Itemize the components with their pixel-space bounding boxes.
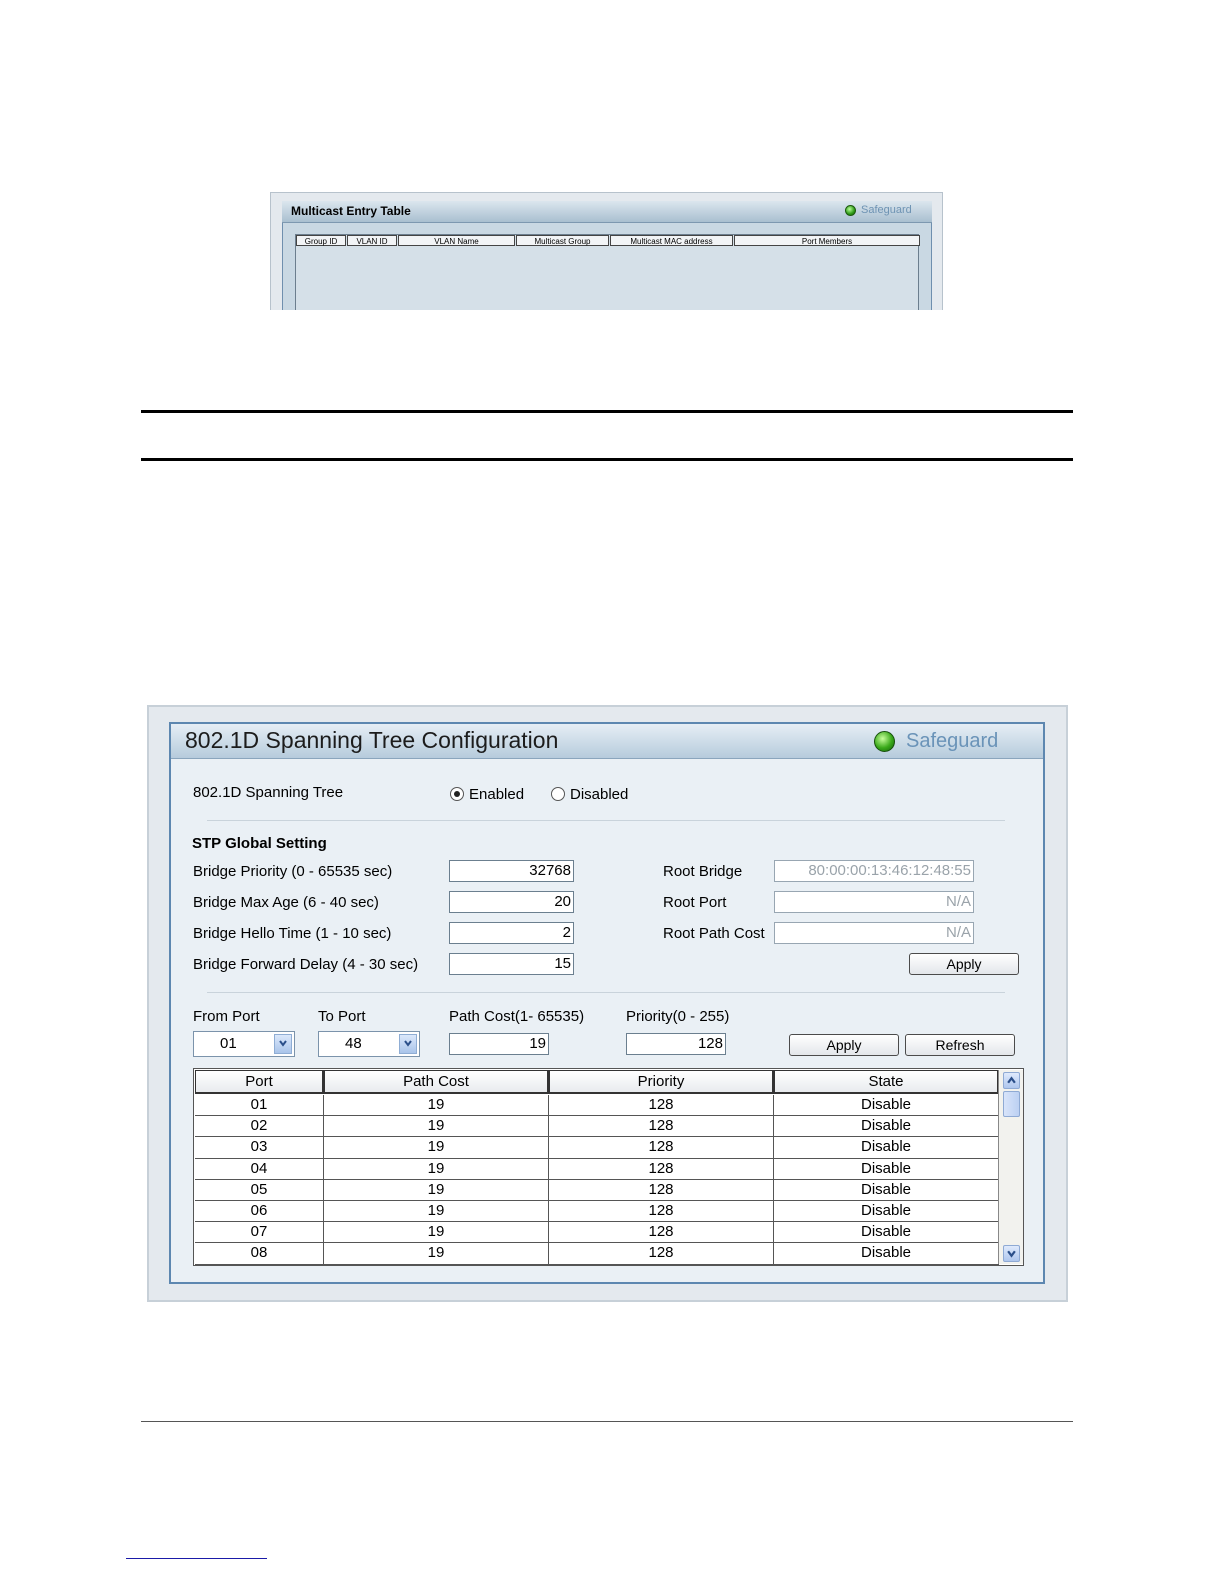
port-table (193, 1068, 1024, 1266)
global-apply-button[interactable]: Apply (909, 953, 1019, 975)
table-row[interactable] (195, 1137, 999, 1158)
path-cost-cell: 19 (324, 1116, 549, 1137)
path-cost-cell: 19 (324, 1095, 549, 1116)
from-port-select[interactable] (193, 1031, 295, 1057)
port-cell: 08 (195, 1243, 324, 1264)
path-cost-cell: 19 (324, 1137, 549, 1158)
root-bridge-label: Root Bridge (663, 863, 743, 880)
chevron-down-icon[interactable] (399, 1034, 417, 1054)
section-rule-bottom (141, 458, 1073, 461)
bridge-max-age-input[interactable]: 20 (449, 891, 574, 913)
priority-cell: 128 (549, 1137, 774, 1158)
column-header-priority[interactable]: Priority (549, 1070, 774, 1094)
from-port-label: From Port (193, 1008, 260, 1025)
safeguard-label: Safeguard (906, 730, 999, 752)
table-row[interactable] (195, 1222, 999, 1243)
table-row[interactable] (195, 1116, 999, 1137)
priority-cell: 128 (549, 1222, 774, 1243)
state-cell: Disable (774, 1180, 999, 1201)
column-header: Multicast Group (516, 235, 609, 246)
path-cost-cell: 19 (324, 1180, 549, 1201)
table-scrollbar[interactable] (998, 1070, 1023, 1264)
safeguard-status-icon (845, 205, 856, 216)
priority-cell: 128 (549, 1180, 774, 1201)
spanning-tree-mode-label: 802.1D Spanning Tree (193, 784, 344, 801)
port-cell: 06 (195, 1201, 324, 1222)
column-header: Multicast MAC address (610, 235, 733, 246)
port-cell: 02 (195, 1116, 324, 1137)
bridge-forward-delay-label: Bridge Forward Delay (4 - 30 sec) (193, 956, 419, 973)
scroll-thumb[interactable] (1003, 1091, 1020, 1117)
table-row[interactable] (195, 1243, 999, 1264)
scroll-up-icon[interactable] (1003, 1072, 1020, 1089)
root-port-field: N/A (774, 891, 974, 913)
path-cost-input[interactable]: 19 (449, 1033, 549, 1055)
bridge-hello-time-input[interactable]: 2 (449, 922, 574, 944)
priority-cell: 128 (549, 1159, 774, 1180)
column-header: Group ID (296, 235, 346, 246)
port-cell: 04 (195, 1159, 324, 1180)
state-cell: Disable (774, 1095, 999, 1116)
safeguard-status-icon (874, 731, 895, 752)
bridge-max-age-label: Bridge Max Age (6 - 40 sec) (193, 894, 379, 911)
from-port-value: 01 (220, 1035, 237, 1052)
priority-cell: 128 (549, 1095, 774, 1116)
path-cost-cell: 19 (324, 1159, 549, 1180)
root-port-label: Root Port (663, 894, 727, 911)
to-port-label: To Port (318, 1008, 366, 1025)
state-cell: Disable (774, 1201, 999, 1222)
path-cost-cell: 19 (324, 1222, 549, 1243)
state-cell: Disable (774, 1243, 999, 1264)
table-row[interactable] (195, 1159, 999, 1180)
multicast-title: Multicast Entry Table (291, 204, 411, 218)
port-apply-button[interactable]: Apply (789, 1034, 899, 1056)
priority-cell: 128 (549, 1243, 774, 1264)
column-header-state[interactable]: State (774, 1070, 999, 1094)
divider (207, 820, 1005, 821)
table-row[interactable] (195, 1095, 999, 1116)
multicast-safeguard-label: Safeguard (861, 204, 912, 216)
disabled-radio[interactable] (551, 787, 565, 801)
port-cell: 03 (195, 1137, 324, 1158)
port-table-body (195, 1095, 999, 1265)
priority-label: Priority(0 - 255) (626, 1008, 730, 1025)
enabled-radio[interactable] (450, 787, 464, 801)
priority-cell: 128 (549, 1116, 774, 1137)
table-row[interactable] (195, 1201, 999, 1222)
port-table-header (195, 1070, 999, 1094)
disabled-radio-label[interactable]: Disabled (570, 786, 629, 803)
chevron-down-icon[interactable] (274, 1034, 292, 1054)
port-cell: 07 (195, 1222, 324, 1243)
path-cost-cell: 19 (324, 1243, 549, 1264)
path-cost-cell: 19 (324, 1201, 549, 1222)
priority-input[interactable]: 128 (626, 1033, 726, 1055)
divider (207, 992, 1005, 993)
column-header: VLAN ID (347, 235, 397, 246)
table-row[interactable] (195, 1180, 999, 1201)
root-bridge-field: 80:00:00:13:46:12:48:55 (774, 860, 974, 882)
state-cell: Disable (774, 1159, 999, 1180)
priority-cell: 128 (549, 1201, 774, 1222)
stp-global-setting-heading: STP Global Setting (192, 835, 327, 852)
to-port-value: 48 (345, 1035, 362, 1052)
column-header-port[interactable]: Port (195, 1070, 324, 1094)
scroll-down-icon[interactable] (1003, 1245, 1020, 1262)
column-header: Port Members (734, 235, 920, 246)
footer-rule (141, 1421, 1073, 1422)
column-header-path-cost[interactable]: Path Cost (324, 1070, 549, 1094)
bridge-priority-input[interactable]: 32768 (449, 860, 574, 882)
to-port-select[interactable] (318, 1031, 420, 1057)
root-path-cost-field: N/A (774, 922, 974, 944)
bridge-priority-label: Bridge Priority (0 - 65535 sec) (193, 863, 393, 880)
section-rule-top (141, 410, 1073, 413)
footer-link-underline (126, 1558, 267, 1559)
enabled-radio-label[interactable]: Enabled (469, 786, 525, 803)
multicast-table-header (296, 235, 921, 247)
state-cell: Disable (774, 1116, 999, 1137)
refresh-button[interactable]: Refresh (905, 1034, 1015, 1056)
bridge-hello-time-label: Bridge Hello Time (1 - 10 sec) (193, 925, 392, 942)
state-cell: Disable (774, 1137, 999, 1158)
root-path-cost-label: Root Path Cost (663, 925, 765, 942)
path-cost-label: Path Cost(1- 65535) (449, 1008, 585, 1025)
state-cell: Disable (774, 1222, 999, 1243)
port-cell: 01 (195, 1095, 324, 1116)
bridge-forward-delay-input[interactable]: 15 (449, 953, 574, 975)
page-title: 802.1D Spanning Tree Configuration (185, 727, 559, 753)
column-header: VLAN Name (398, 235, 515, 246)
port-cell: 05 (195, 1180, 324, 1201)
